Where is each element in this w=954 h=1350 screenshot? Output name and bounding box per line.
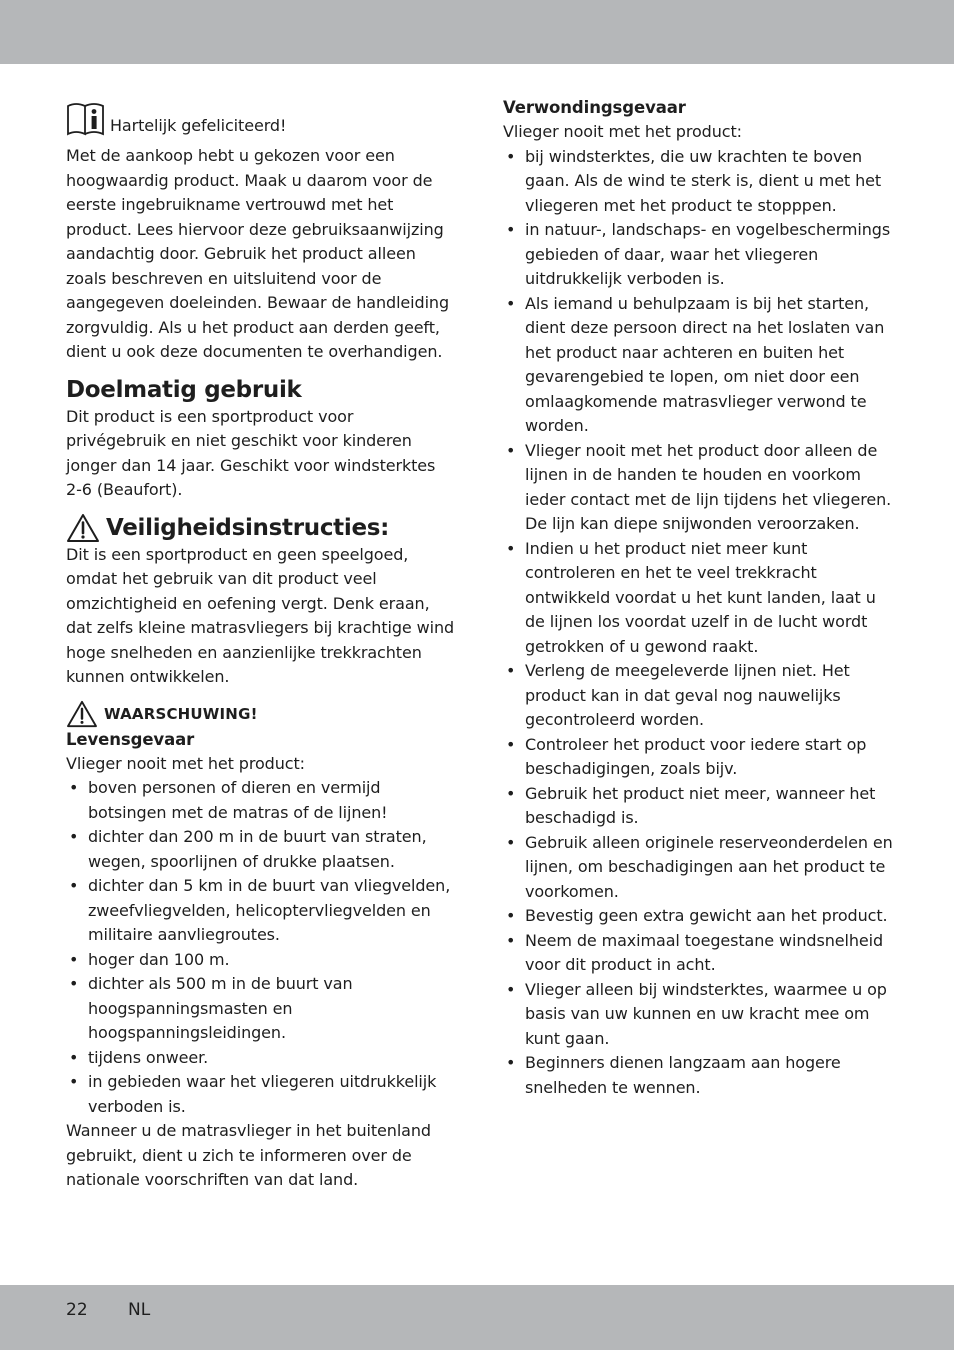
- left-column: [66, 102, 456, 1193]
- list-item: • hoger dan 100 m.: [66, 948, 456, 973]
- warning-lead: Vlieger nooit met het product:: [66, 753, 305, 773]
- warning-label: WAARSCHUWING!: [104, 704, 258, 723]
- list-item: • in gebieden waar het vliegeren uitdrukkelijk verboden is.: [66, 1070, 456, 1119]
- warning-subheading: Levensgevaar: [66, 729, 195, 749]
- injury-lead: Vlieger nooit met het product:: [503, 122, 742, 141]
- warning-list: [66, 776, 456, 1119]
- warning-triangle-icon: [66, 700, 98, 728]
- intended-use-text: Dit product is een sportproduct voor privégebruik en niet geschikt voor kinderen jonger dan 14 jaar. Geschikt voor windsterktes 2-6 (Beaufort).: [66, 406, 436, 499]
- list-item: • boven personen of dieren en vermijd botsingen met de matras of de lijnen!: [66, 776, 456, 825]
- list-item: • Indien u het product niet meer kunt controleren en het te veel trekkracht ontwikkeld voordat u het kunt landen, laat u de lijnen los voordat uzelf in de lucht wordt getrokken of u gewond raakt.: [503, 537, 893, 660]
- list-item: • dichter dan 5 km in de buurt van vliegvelden, zweefvliegvelden, helicoptervliegvelden en militaire aanvliegroutes.: [66, 874, 456, 948]
- list-item: • Controleer het product voor iedere start op beschadigingen, zoals bijv.: [503, 733, 893, 782]
- safety-heading: Veiligheidsinstructies:: [106, 514, 390, 541]
- header-band: [0, 0, 954, 64]
- list-item: • tijdens onweer.: [66, 1046, 456, 1071]
- intro-text: Met de aankoop hebt u gekozen voor een hoogwaardig product. Maak u daarom voor de eerste ingebruikname vertrouwd met het product. Lees hiervoor deze gebruiksaanwijzing aandachtig door. Gebruik het product alleen zoals beschreven en uitsluitend voor de aangegeven doeleinden. Bewaar de handleiding zorgvuldig. Als u het product aan derden geeft, dient u ook deze documenten te overhandigen.: [66, 146, 450, 361]
- list-item: • Vlieger nooit met het product door alleen de lijnen in de handen te houden en voorkom ieder contact met de lijn tijdens het vliegeren. De lijn kan diepe snijwonden veroorzaken.: [503, 439, 893, 537]
- list-item: • Beginners dienen langzaam aan hogere snelheden te wennen.: [503, 1051, 893, 1100]
- safety-text: Dit is een sportproduct en geen speelgoed, omdat het gebruik van dit product veel omzichtigheid en oefening vergt. Denk eraan, dat zelfs kleine matrasvliegers bij krachtige wind hoge snelheden en aanzienlijke trekkrachten kunnen ontwikkelen.: [66, 544, 455, 686]
- list-item: • in natuur-, landschaps- en vogelbeschermings gebieden of daar, waar het vliegeren uitdrukkelijk verboden is.: [503, 218, 893, 292]
- warning-triangle-icon: [66, 513, 100, 543]
- list-item: • dichter dan 200 m in de buurt van straten, wegen, spoorlijnen of drukke plaatsen.: [66, 825, 456, 874]
- list-item: • dichter als 500 m in de buurt van hoogspanningsmasten en hoogspanningsleidingen.: [66, 972, 456, 1046]
- injury-heading: Verwondingsgevaar: [503, 98, 686, 117]
- page-number: 22: [66, 1300, 88, 1320]
- list-item: • bij windsterktes, die uw krachten te boven gaan. Als de wind te sterk is, dient u met het vliegeren met het product te stopppen.: [503, 145, 893, 219]
- injury-list: [503, 145, 893, 1101]
- language-code: NL: [128, 1300, 151, 1320]
- list-item: • Bevestig geen extra gewicht aan het product.: [503, 904, 893, 929]
- info-icon: [66, 102, 106, 136]
- intro-title: Hartelijk gefeliciteerd!: [110, 116, 287, 135]
- list-item: • Als iemand u behulpzaam is bij het starten, dient deze persoon direct na het loslaten van het product naar achteren en buiten het gevarengebied te lopen, om niet door een omlaagkomende matrasvlieger verwond te worden.: [503, 292, 893, 439]
- list-item: • Vlieger alleen bij windsterktes, waarmee u op basis van uw kunnen en uw kracht mee om kunt gaan.: [503, 978, 893, 1052]
- safety-heading-row: [66, 513, 456, 543]
- list-item: • Gebruik alleen originele reserveonderdelen en lijnen, om beschadigingen aan het product te voorkomen.: [503, 831, 893, 905]
- list-item: • Verleng de meegeleverde lijnen niet. Het product kan in dat geval nog nauwelijks gecontroleerd worden.: [503, 659, 893, 733]
- list-item: • Neem de maximaal toegestane windsnelheid voor dit product in acht.: [503, 929, 893, 978]
- intended-use-heading: Doelmatig gebruik: [66, 376, 302, 403]
- warning-heading-row: [66, 700, 456, 728]
- right-column: [503, 96, 893, 1100]
- list-item: • Gebruik het product niet meer, wanneer het beschadigd is.: [503, 782, 893, 831]
- intro-heading: [66, 102, 456, 136]
- warning-closing: Wanneer u de matrasvlieger in het buitenland gebruikt, dient u zich te informeren over de nationale voorschriften van dat land.: [66, 1121, 431, 1189]
